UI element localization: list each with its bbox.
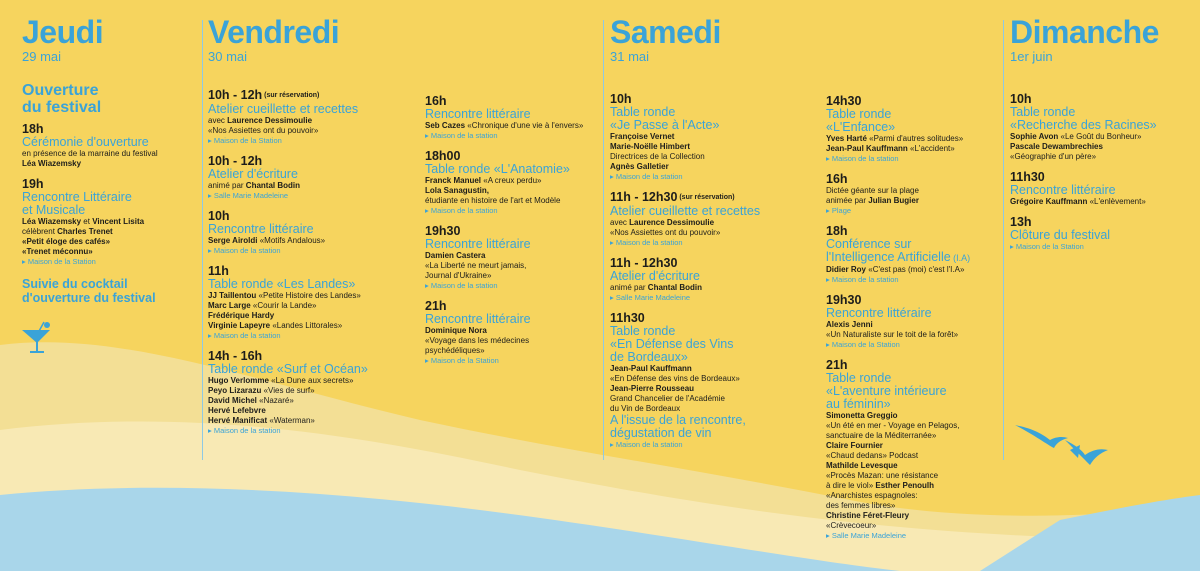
event-item: 11h Table ronde «Les Landes» JJ Taillentou «Petite Histoire des Landes» Marc Large «Courir la Lande» Frédérique Hardy Virginie Lapeyre «Landes Littorales» ▸ Maison de la station	[208, 264, 418, 341]
event-item: 11h - 12h30 Atelier d'écriture animé par Chantal Bodin ▸ Salle Marie Madeleine	[610, 256, 810, 303]
location-label: ▸ Maison de la Station	[1010, 242, 1084, 251]
location-label: ▸ Maison de la station	[208, 246, 281, 255]
event-literary-musical: 19h Rencontre Littéraire et Musicale Léa Wiazemsky et Vincent Lisita célèbrent Charles Trenet «Petit éloge des cafés» «Trenet méconnu» ▸ Maison de la Station	[22, 177, 197, 267]
birds-icon	[1015, 425, 1108, 465]
event-item: 18h00 Table ronde «L'Anatomie» Franck Manuel «A creux perdu» Lola Sanagustin, étudiante en histoire de l'art et Modèle ▸ Maison de la station	[425, 149, 600, 216]
location-label: ▸ Maison de la station	[208, 426, 281, 435]
day-name: Samedi	[610, 14, 721, 50]
location-label: ▸ Plage	[826, 206, 852, 215]
opening-heading: Ouverture du festival	[22, 82, 102, 116]
day-column-sunday	[1010, 16, 1190, 260]
day-column-saturday	[610, 16, 810, 458]
day-date: 29 mai	[22, 49, 62, 64]
event-item: 10h Rencontre littéraire Serge Airoldi «Motifs Andalous» ▸ Maison de la station	[208, 209, 418, 256]
column-divider	[202, 20, 203, 460]
location-label: ▸ Maison de la station	[208, 331, 281, 340]
event-item: 21h Rencontre littéraire Dominique Nora «Voyage dans les médecines psychédéliques» ▸ Maison de la Station	[425, 299, 600, 366]
event-item: 19h30 Rencontre littéraire Alexis Jenni «Un Naturaliste sur le toit de la forêt» ▸ Maison de la Station	[826, 293, 1001, 350]
event-item: 16h Dictée géante sur la plage animée par Julian Bugier ▸ Plage	[826, 172, 1001, 216]
location-label: ▸ Maison de la station	[425, 281, 498, 290]
location-label: ▸ Maison de la Station	[826, 340, 900, 349]
event-item: 19h30 Rencontre littéraire Damien Castera «La Liberté ne meurt jamais, Journal d'Ukraine» ▸ Maison de la station	[425, 224, 600, 291]
event-item: 10h Table ronde «Je Passe à l'Acte» Françoise Vernet Marie-Noëlle Himbert Directrices de la Collection Agnès Galletier ▸ Maison de la station	[610, 92, 810, 182]
location-label: ▸ Maison de la station	[425, 131, 498, 140]
event-item: 10h - 12h (sur réservation) Atelier cueillette et recettes avec Laurence Dessimoulie «Nos Assiettes ont du pouvoir» ▸ Maison de la Station	[208, 88, 418, 146]
location-label: ▸ Salle Marie Madeleine	[826, 531, 907, 540]
day-name: Dimanche	[1010, 14, 1159, 50]
day-name: Jeudi	[22, 14, 104, 50]
location-label: ▸ Salle Marie Madeleine	[208, 191, 289, 200]
location-label: ▸ Maison de la station	[610, 440, 683, 449]
event-item: 10h - 12h Atelier d'écriture animé par Chantal Bodin ▸ Salle Marie Madeleine	[208, 154, 418, 201]
location-label: ▸ Maison de la Station	[208, 136, 282, 145]
day-column-friday	[208, 16, 418, 444]
event-item: 11h30 Table ronde «En Défense des Vins de Bordeaux» Jean-Paul Kauffmann «En Défense des vins de Bordeaux» Jean-Pierre Rousseau Grand Chancelier de l'Académie du Vin de Bordeaux A l'issue de la rencontre, dégustation de vin ▸ Maison de la station	[610, 311, 810, 450]
day-date: 30 mai	[208, 49, 248, 64]
day-date: 1er juin	[1010, 49, 1053, 64]
day-date: 31 mai	[610, 49, 650, 64]
event-item: 13h Clôture du festival ▸ Maison de la Station	[1010, 215, 1190, 252]
event-item: 11h30 Rencontre littéraire Grégoire Kauffmann «L'enlèvement»	[1010, 170, 1146, 206]
location-label: ▸ Maison de la station	[610, 172, 683, 181]
day-column-friday-right	[425, 94, 600, 374]
location-label: ▸ Maison de la station	[826, 154, 899, 163]
column-divider	[603, 20, 604, 460]
day-column-saturday-right	[826, 94, 1001, 549]
event-item: 21h Table ronde «L'aventure intérieure au féminin» Simonetta Greggio «Un été en mer - Voyage en Pelagos, sanctuaire de la Méditerranée» Claire Fournier «Chaud dedans» Podcast Mathilde Levesque «Procès Mazan: une résistance à dire le viol» Esther Penoulh «Anarchistes espagnoles: des femmes libres» Christine Féret-Fleury «Crèvecoeur» ▸ Salle Marie Madeleine	[826, 358, 1001, 541]
location-label: ▸ Maison de la station	[610, 238, 683, 247]
event-item: 18h Conférence sur l'Intelligence Artificielle (I.A) Didier Roy «C'est pas (moi) c'est l'I.A» ▸ Maison de la station	[826, 224, 1001, 285]
location-label: ▸ Salle Marie Madeleine	[610, 293, 691, 302]
column-divider	[1003, 20, 1004, 460]
location-label: ▸ Maison de la Station	[22, 257, 96, 266]
day-name: Vendredi	[208, 14, 340, 50]
event-item: 11h - 12h30 (sur réservation) Atelier cueillette et recettes avec Laurence Dessimoulie «Nos Assiettes ont du pouvoir» ▸ Maison de la station	[610, 190, 810, 248]
location-label: ▸ Maison de la station	[826, 275, 899, 284]
event-item: 14h30 Table ronde «L'Enfance» Yves Harté «Parmi d'autres solitudes» Jean-Paul Kauffmann «L'accident» ▸ Maison de la station	[826, 94, 1001, 164]
event-item: 10h Table ronde «Recherche des Racines» Sophie Avon «Le Goût du Bonheur» Pascale Dewambrechies «Géographie d'un père»	[1010, 92, 1157, 161]
event-item: 14h - 16h Table ronde «Surf et Océan» Hugo Verlomme «La Dune aux secrets» Peyo Lizarazu «Vies de surf» David Michel «Nazaré» Hervé Lefebvre Hervé Manificat «Waterman» ▸ Maison de la station	[208, 349, 418, 436]
event-item: 16h Rencontre littéraire Seb Cazes «Chronique d'une vie à l'envers» ▸ Maison de la station	[425, 94, 600, 141]
event-opening-ceremony: 18h Cérémonie d'ouverture en présence de la marraine du festival Léa Wiazemsky	[22, 122, 158, 168]
day-column-thursday	[22, 16, 197, 305]
cocktail-heading: Suivie du cocktail d'ouverture du festival	[22, 277, 156, 305]
location-label: ▸ Maison de la Station	[425, 356, 499, 365]
location-label: ▸ Maison de la station	[425, 206, 498, 215]
